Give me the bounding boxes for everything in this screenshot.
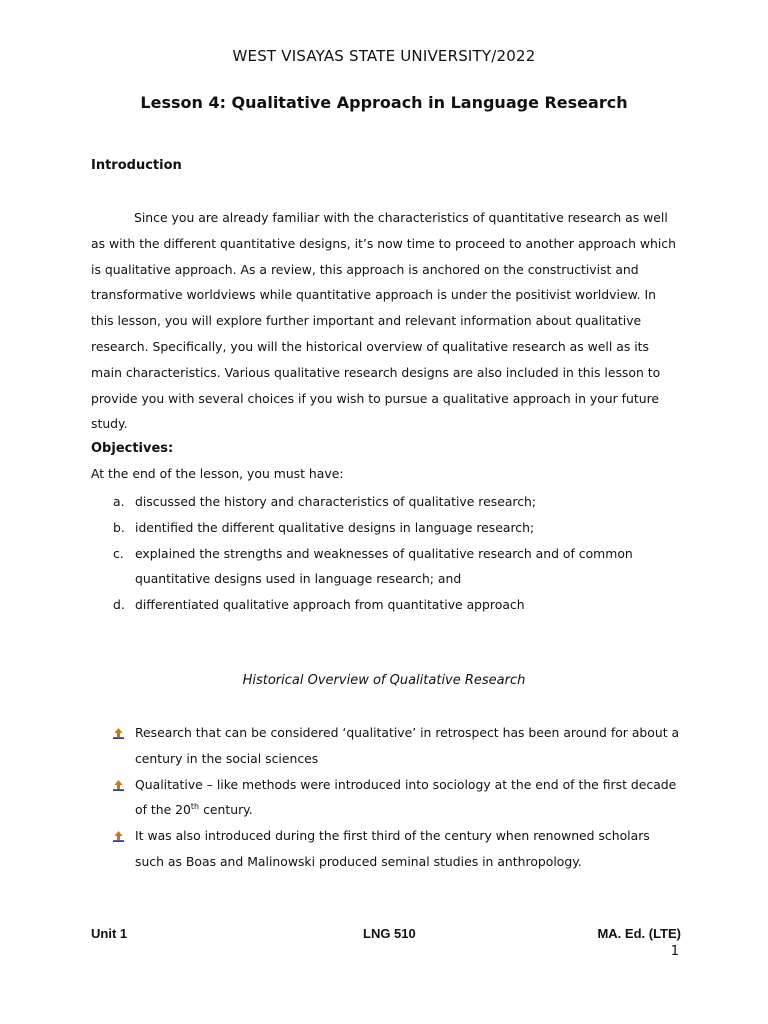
objective-letter: d. [113, 597, 125, 613]
objective-letter: a. [113, 494, 125, 509]
list-item [91, 720, 681, 772]
objective-item [91, 592, 681, 618]
bullet-text: Research that can be considered ‘qualitative’ in retrospect has been around for about a century in the social sciences [135, 725, 680, 766]
bullet-text-start: Qualitative – like methods were introduced into sociology at the end of the first decade of the 20 [135, 776, 677, 818]
introduction-paragraph: Since you are already familiar with the characteristics of quantitative research as well as with the different quantitative designs, it’s now time to proceed to another approach which is qualitative approach. As a review, this approach is anchored on the constructivist and transformative worldviews while quantitative approach is under the positivist worldview. In this lesson, you will explore further important and relevant information about qualitative research. Specifically, you will the historical overview of qualitative research as well as its main characteristics. Various qualitative research designs are also included in this lesson to provide you with several choices if you wish to pursue a qualitative approach in your future study. [91, 210, 676, 432]
objective-letter: b. [113, 519, 125, 535]
bullet-text: It was also introduced during the first third of the century when renowned scholars such as Boas and Malinowski produced seminal studies in anthropology. [135, 828, 650, 869]
list-item [91, 772, 681, 824]
arrow-bullet-icon [113, 780, 124, 791]
arrow-bullet-icon [113, 728, 124, 739]
objective-text: discussed the history and characteristics of qualitative research; [135, 494, 537, 509]
list-item [91, 823, 681, 875]
lesson-title: Lesson 4: Qualitative Approach in Language Research [140, 93, 628, 112]
objectives-list [91, 489, 681, 618]
objectives-heading: Objectives: [91, 441, 174, 456]
objective-text: explained the strengths and weaknesses of qualitative research and of common quantitative designs used in language research; and [135, 545, 633, 587]
objective-item [91, 541, 681, 593]
objective-text: identified the different qualitative designs in language research; [135, 519, 535, 535]
footer-course-code: LNG 510 [363, 926, 416, 941]
historical-overview-list [91, 720, 681, 875]
introduction-heading: Introduction [91, 158, 182, 173]
page-number: 1 [670, 944, 679, 959]
historical-overview-heading: Historical Overview of Qualitative Research [242, 673, 526, 688]
footer-unit: Unit 1 [91, 926, 128, 941]
footer-program: MA. Ed. (LTE) [597, 926, 681, 941]
objective-item [91, 489, 681, 515]
bullet-text-end: century. [199, 802, 253, 818]
superscript: th [190, 802, 200, 812]
arrow-bullet-icon [113, 831, 124, 842]
objective-text: differentiated qualitative approach from quantitative approach [135, 597, 525, 613]
page-footer [91, 926, 681, 946]
objective-item [91, 515, 681, 541]
objectives-lead: At the end of the lesson, you must have: [91, 466, 344, 481]
objective-letter: c. [113, 545, 124, 561]
university-header: WEST VISAYAS STATE UNIVERSITY/2022 [232, 47, 536, 65]
